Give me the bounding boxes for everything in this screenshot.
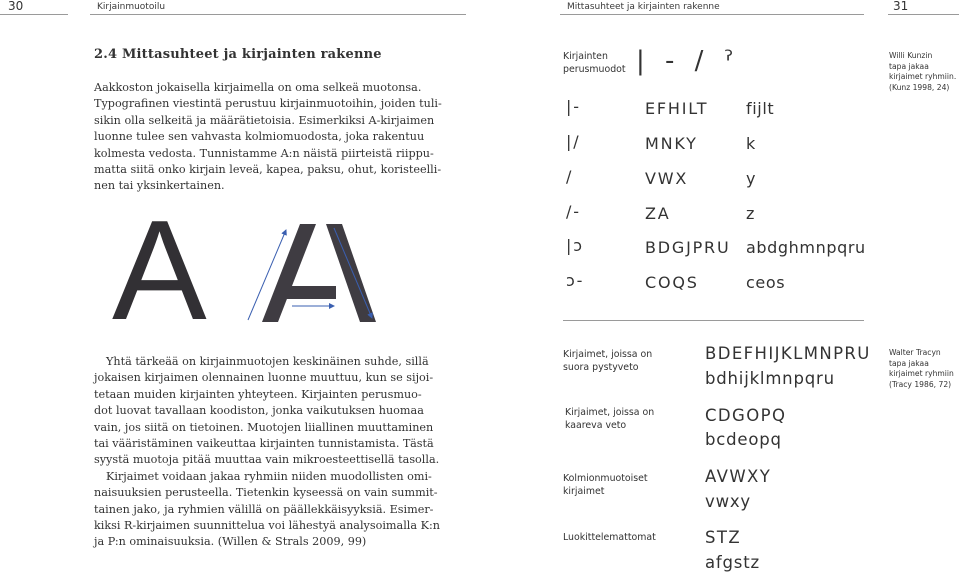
header-rule-right	[560, 14, 864, 15]
header-rule-right-short	[888, 14, 959, 15]
tracy-group-label	[565, 406, 654, 432]
tracy-group-lower: afgstz	[705, 553, 760, 572]
basic-strokes: | - / ˀ	[636, 46, 740, 76]
tracy-group-label	[563, 472, 648, 498]
label-line: Luokittelemattomat	[563, 532, 656, 543]
a-stroke-diagram	[240, 222, 380, 326]
body-paragraph-relations	[94, 354, 474, 551]
arrow-down-icon	[334, 228, 372, 318]
kunz-row-upper: COQS	[645, 273, 699, 292]
caption-line: tapa jakaa	[889, 358, 929, 368]
text-line: vain, jos siitä on tietoinen. Muotojen liiallinen muuttaminen	[94, 420, 434, 434]
kunz-row-upper: VWX	[645, 169, 689, 188]
caption-line: (Tracy 1986, 72)	[889, 379, 952, 389]
text-line: Yhtä tärkeää on kirjainmuotojen keskinäinen suhde, sillä	[106, 355, 429, 368]
right-diagonal-stroke	[326, 224, 376, 322]
kunz-row-lower: abdghmnpqru	[746, 238, 866, 257]
text-line: kiksi R-kirjaimen suunnittelua voi lähestyä analysoimalla K:n	[94, 519, 440, 533]
tracy-group-lower: bdhijklmnpqru	[705, 369, 835, 388]
label-line: kirjaimet	[563, 486, 605, 497]
label-line: Kirjainten	[563, 51, 608, 62]
text-line: Typografinen viestintä perustuu kirjainmuotoihin, joiden tuli-	[94, 97, 442, 111]
kunz-row-upper: EFHILT	[645, 99, 709, 118]
text-line: matta siitä onko kirjain leveä, kapea, paksu, ohut, koristeelli-	[94, 163, 442, 177]
tracy-group-upper: STZ	[705, 528, 742, 547]
crossbar-stroke	[284, 286, 336, 299]
kunz-row-upper: MNKY	[645, 134, 698, 153]
tracy-group-lower: vwxy	[705, 492, 751, 511]
caption-line: Willi Kunzin	[889, 51, 933, 60]
label-line: perusmuodot	[563, 64, 626, 75]
right-page-number: 31	[893, 0, 909, 13]
caption-line: kirjaimet ryhmiin	[889, 369, 954, 379]
text-line: sikin olla selkeitä ja määrätietoisia. Esimerkiksi A-kirjaimen	[94, 113, 435, 127]
left-running-head: Kirjainmuotoilu	[97, 2, 166, 12]
left-diagonal-stroke	[262, 224, 316, 322]
kunz-row-lower: k	[746, 134, 756, 153]
kunz-row-lower: z	[746, 204, 755, 223]
kunz-row-lower: fijlt	[746, 99, 775, 118]
kunz-row-strokes: /-	[566, 202, 581, 221]
left-page-number: 30	[8, 0, 24, 13]
kunz-row-strokes: ↄ-	[566, 271, 585, 290]
tracy-group-upper: BDEFHIJKLMNPRU	[705, 344, 871, 363]
kunz-row-upper: BDGJPRU	[645, 238, 731, 257]
text-line: Kirjaimet voidaan jakaa ryhmiin niiden muodollisten omi-	[106, 469, 432, 483]
text-line: syystä muotoja pitää muuttaa vain mikroesteettisellä tasolla.	[94, 453, 440, 467]
kunz-row-strokes: |/	[566, 132, 581, 151]
kunz-row-strokes: |ↄ	[566, 236, 584, 255]
right-running-head: Mittasuhteet ja kirjainten rakenne	[567, 2, 720, 12]
tracy-group-upper: AVWXY	[705, 467, 772, 486]
text-line: nen tai yksinkertainen.	[94, 179, 225, 193]
text-line: Aakkoston jokaisella kirjaimella on oma selkeä muotonsa.	[94, 81, 422, 94]
kunz-row-upper: ZA	[645, 204, 671, 223]
intro-paragraph	[94, 80, 474, 195]
text-line: jokaisen kirjaimen olennainen luonne muuttuu, kun se sijoi-	[94, 371, 434, 385]
label-line: suora pystyveto	[563, 362, 639, 373]
figure-letter-a: A	[112, 191, 207, 350]
text-line: naisuuksien perusteella. Tietenkin kyseessä on vain summit-	[94, 486, 438, 500]
label-line: Kirjaimet, joissa on	[563, 349, 653, 360]
label-line: Kolmionmuotoiset	[563, 473, 648, 484]
kunz-caption	[889, 51, 956, 93]
basic-forms-label	[563, 50, 626, 76]
tracy-caption	[889, 348, 954, 390]
text-line: kolmesta vedosta. Tunnistamme A:n näistä piirteistä riippu-	[94, 146, 434, 160]
caption-line: tapa jakaa	[889, 61, 929, 71]
tracy-group-lower: bcdeopq	[705, 430, 782, 449]
kunz-row-lower: ceos	[746, 273, 786, 292]
header-rule-left-short	[0, 14, 68, 15]
caption-line: Walter Tracyn	[889, 348, 941, 357]
caption-line: (Kunz 1998, 24)	[889, 82, 950, 92]
header-rule-left	[90, 14, 466, 15]
kunz-row-lower: y	[746, 169, 757, 188]
tracy-group-label	[563, 348, 652, 374]
section-heading: 2.4 Mittasuhteet ja kirjainten rakenne	[94, 47, 382, 62]
label-line: Kirjaimet, joissa on	[565, 407, 655, 418]
text-line: tainen jako, ja ryhmien välillä on päällekkäisyyksiä. Esimer-	[94, 502, 434, 516]
text-line: luonne tulee sen vahvasta kolmiomuodosta, joka rakentuu	[94, 130, 425, 144]
section-divider	[563, 320, 864, 321]
tracy-group-upper: CDGOPQ	[705, 406, 787, 425]
kunz-row-strokes: |-	[566, 97, 581, 116]
text-line: tetaan muiden kirjainten yhteyteen. Kirjainten perusmuo-	[94, 387, 422, 401]
text-line: ja P:n ominaisuuksia. (Willen & Strals 2009, 99)	[94, 535, 367, 549]
tracy-group-label	[563, 531, 656, 544]
caption-line: kirjaimet ryhmiin.	[889, 72, 957, 82]
text-line: dot luovat tavallaan koodiston, jonka vaikutuksen huomaa	[94, 404, 424, 418]
text-line: tai vääristäminen vaikeuttaa kirjainten tunnistamista. Tästä	[94, 437, 434, 451]
kunz-row-strokes: /	[566, 167, 574, 186]
label-line: kaareva veto	[565, 420, 627, 431]
